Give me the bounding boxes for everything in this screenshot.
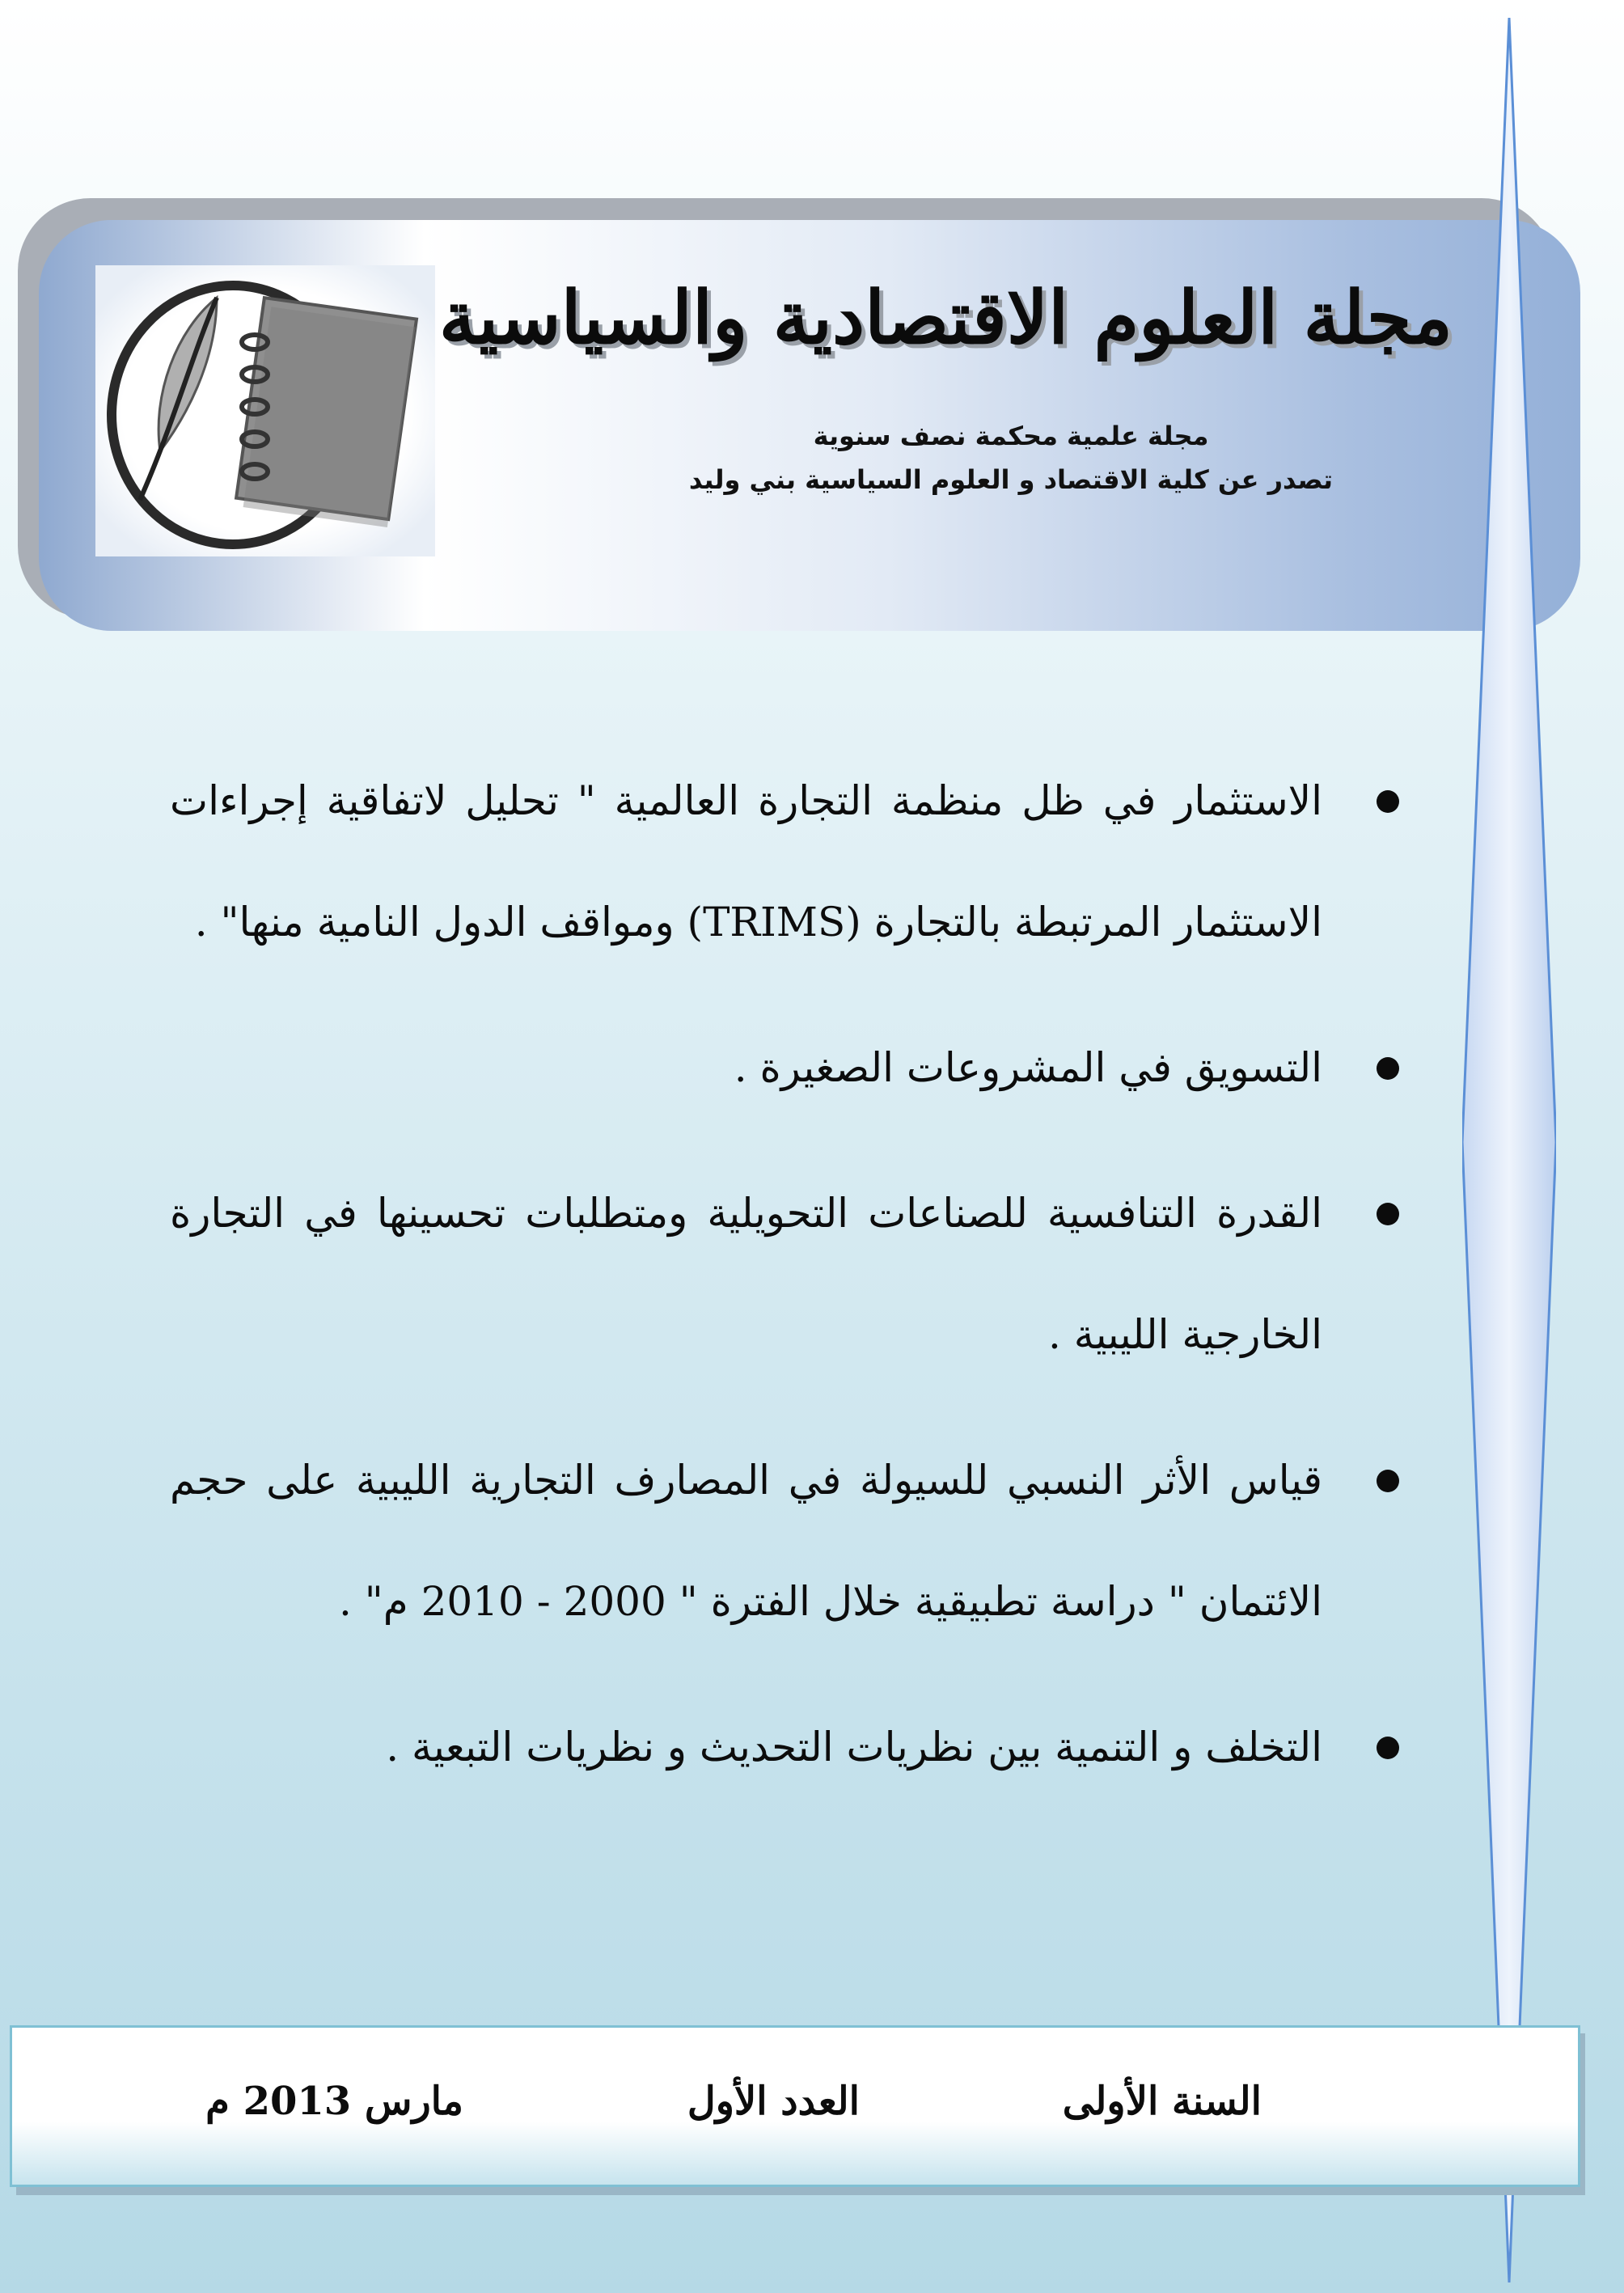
footer-date: مارس 2013 م [205,2079,463,2124]
footer-year: السنة الأولى [1062,2079,1262,2124]
list-item: التخلف و التنمية بين نظريات التحديث و نظريات التبعية . [170,1686,1399,1808]
journal-title: مجلة العلوم الاقتصادية والسياسية [438,275,1453,361]
list-item: قياس الأثر النسبي للسيولة في المصارف التجارية الليبية على حجم الائتمان " دراسة تطبيقية خلال الفترة " 2000 - 2010 م" . [170,1419,1399,1662]
decorative-diamond-bar [1462,18,1556,2282]
journal-subtitle: مجلة علمية محكمة نصف سنوية [813,421,1209,451]
list-item: القدرة التنافسية للصناعات التحويلية ومتطلبات تحسينها في التجارة الخارجية الليبية . [170,1153,1399,1395]
article-list [170,740,1399,1832]
footer-issue: العدد الأول [687,2079,860,2124]
list-item: التسويق في المشروعات الصغيرة . [170,1007,1399,1128]
list-item: الاستثمار في ظل منظمة التجارة العالمية " تحليل لاتفاقية إجراءات الاستثمار المرتبطة بالتجارة (TRIMS) ومواقف الدول النامية منها" . [170,740,1399,983]
journal-publisher: تصدر عن كلية الاقتصاد و العلوم السياسية بني وليد [688,464,1334,495]
notebook-quill-icon [95,265,435,556]
